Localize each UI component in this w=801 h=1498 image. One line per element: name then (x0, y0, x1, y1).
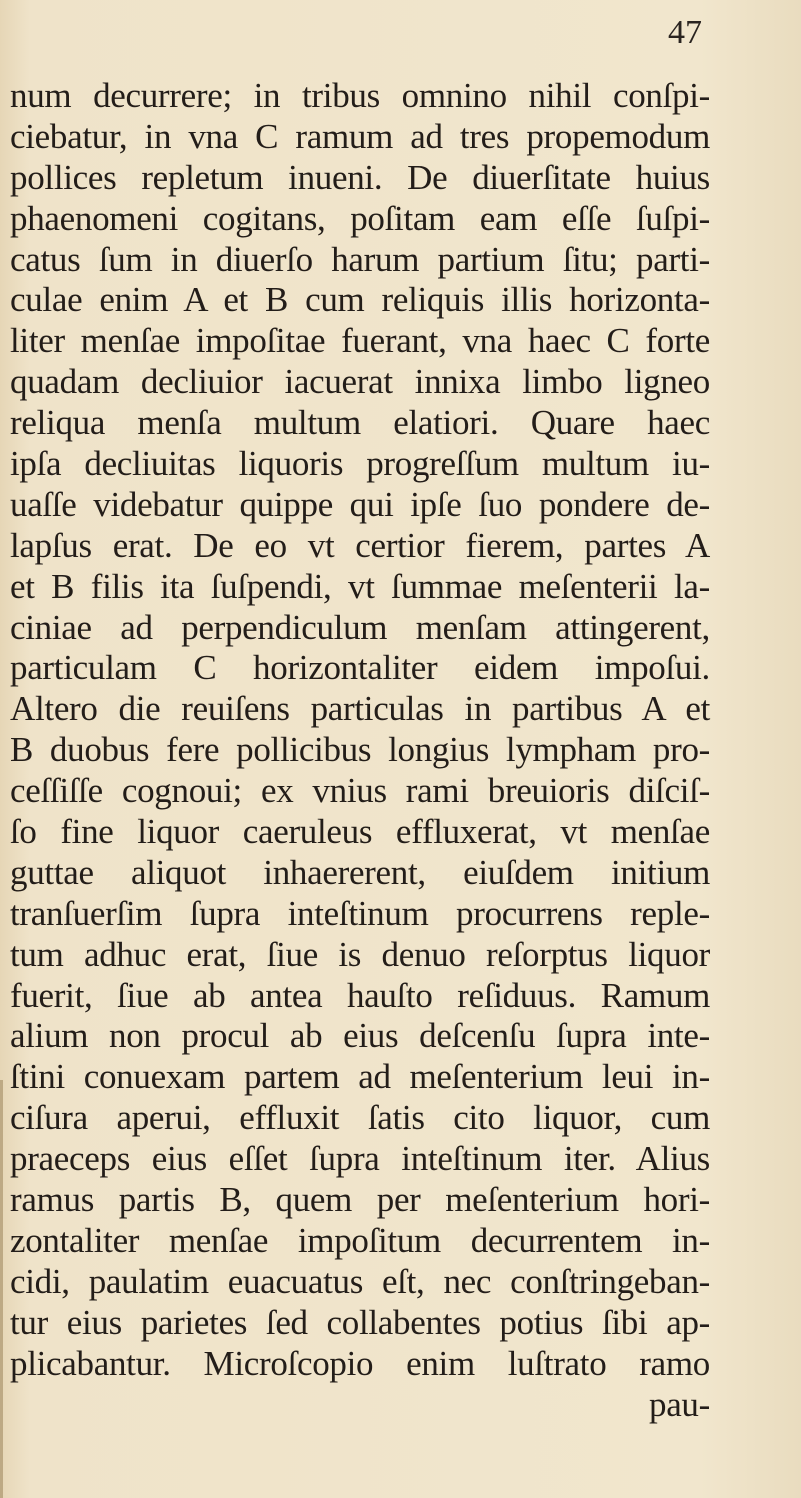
page-number: 47 (668, 14, 702, 51)
text-line: ciebatur, in vna C ramum ad tres propemodum (10, 116, 710, 156)
text-line: particulam C horizontaliter eidem impoſui. (10, 648, 710, 688)
text-line: ſo fine liquor caeruleus effluxerat, vt menſae (10, 812, 710, 852)
text-line: B duobus fere pollicibus longius lympham pro- (10, 730, 710, 770)
text-line: phaenomeni cogitans, poſitam eam eſſe ſuſpi- (10, 198, 710, 238)
text-line: zontaliter menſae impoſitum decurrentem in- (10, 1220, 710, 1260)
text-line: tum adhuc erat, ſiue is denuo reſorptus liquor (10, 934, 710, 974)
text-line: ciſura aperui, effluxit ſatis cito liquor, cum (10, 1098, 710, 1138)
text-line: pollices repletum inueni. De diuerſitate huius (10, 157, 710, 197)
text-line: ciniae ad perpendiculum menſam attingerent, (10, 607, 710, 647)
text-line: catus ſum in diuerſo harum partium ſitu; parti- (10, 239, 710, 279)
text-line: ramus partis B, quem per meſenterium hori- (10, 1180, 710, 1220)
text-line: Altero die reuiſens particulas in partibus A et (10, 689, 710, 729)
text-line: uaſſe videbatur quippe qui ipſe ſuo pondere de- (10, 484, 710, 524)
text-line: praeceps eius eſſet ſupra inteſtinum iter. Alius (10, 1139, 710, 1179)
page-gutter-edge (0, 1080, 3, 1498)
text-line: reliqua menſa multum elatiori. Quare haec (10, 403, 710, 443)
text-line: ipſa decliuitas liquoris progreſſum multum iu- (10, 444, 710, 484)
text-line: liter menſae impoſitae fuerant, vna haec C forte (10, 321, 710, 361)
text-line: ceſſiſſe cognoui; ex vnius rami breuioris diſciſ- (10, 771, 710, 811)
text-line: tur eius parietes ſed collabentes potius ſibi ap- (10, 1302, 710, 1342)
text-line: quadam decliuior iacuerat innixa limbo ligneo (10, 362, 710, 402)
text-line: lapſus erat. De eo vt certior fierem, partes A (10, 525, 710, 565)
text-line: tranſuerſim ſupra inteſtinum procurrens reple- (10, 893, 710, 933)
text-line: fuerit, ſiue ab antea hauſto reſiduus. Ramum (10, 975, 710, 1015)
text-line: guttae aliquot inhaererent, eiuſdem initium (10, 852, 710, 892)
text-line: pau- (649, 1384, 710, 1424)
body-text (10, 76, 710, 1425)
text-line: num decurrere; in tribus omnino nihil conſpi- (10, 76, 710, 115)
text-line: cidi, paulatim euacuatus eſt, nec conſtringeban- (10, 1261, 710, 1301)
text-line: ſtini conuexam partem ad meſenterium leui in- (10, 1057, 710, 1097)
text-line: alium non procul ab eius deſcenſu ſupra inte- (10, 1016, 710, 1056)
text-line: et B filis ita ſuſpendi, vt ſummae meſenterii la- (10, 566, 710, 606)
text-line: culae enim A et B cum reliquis illis horizonta- (10, 280, 710, 320)
text-line: plicabantur. Microſcopio enim luſtrato ramo (10, 1343, 710, 1383)
